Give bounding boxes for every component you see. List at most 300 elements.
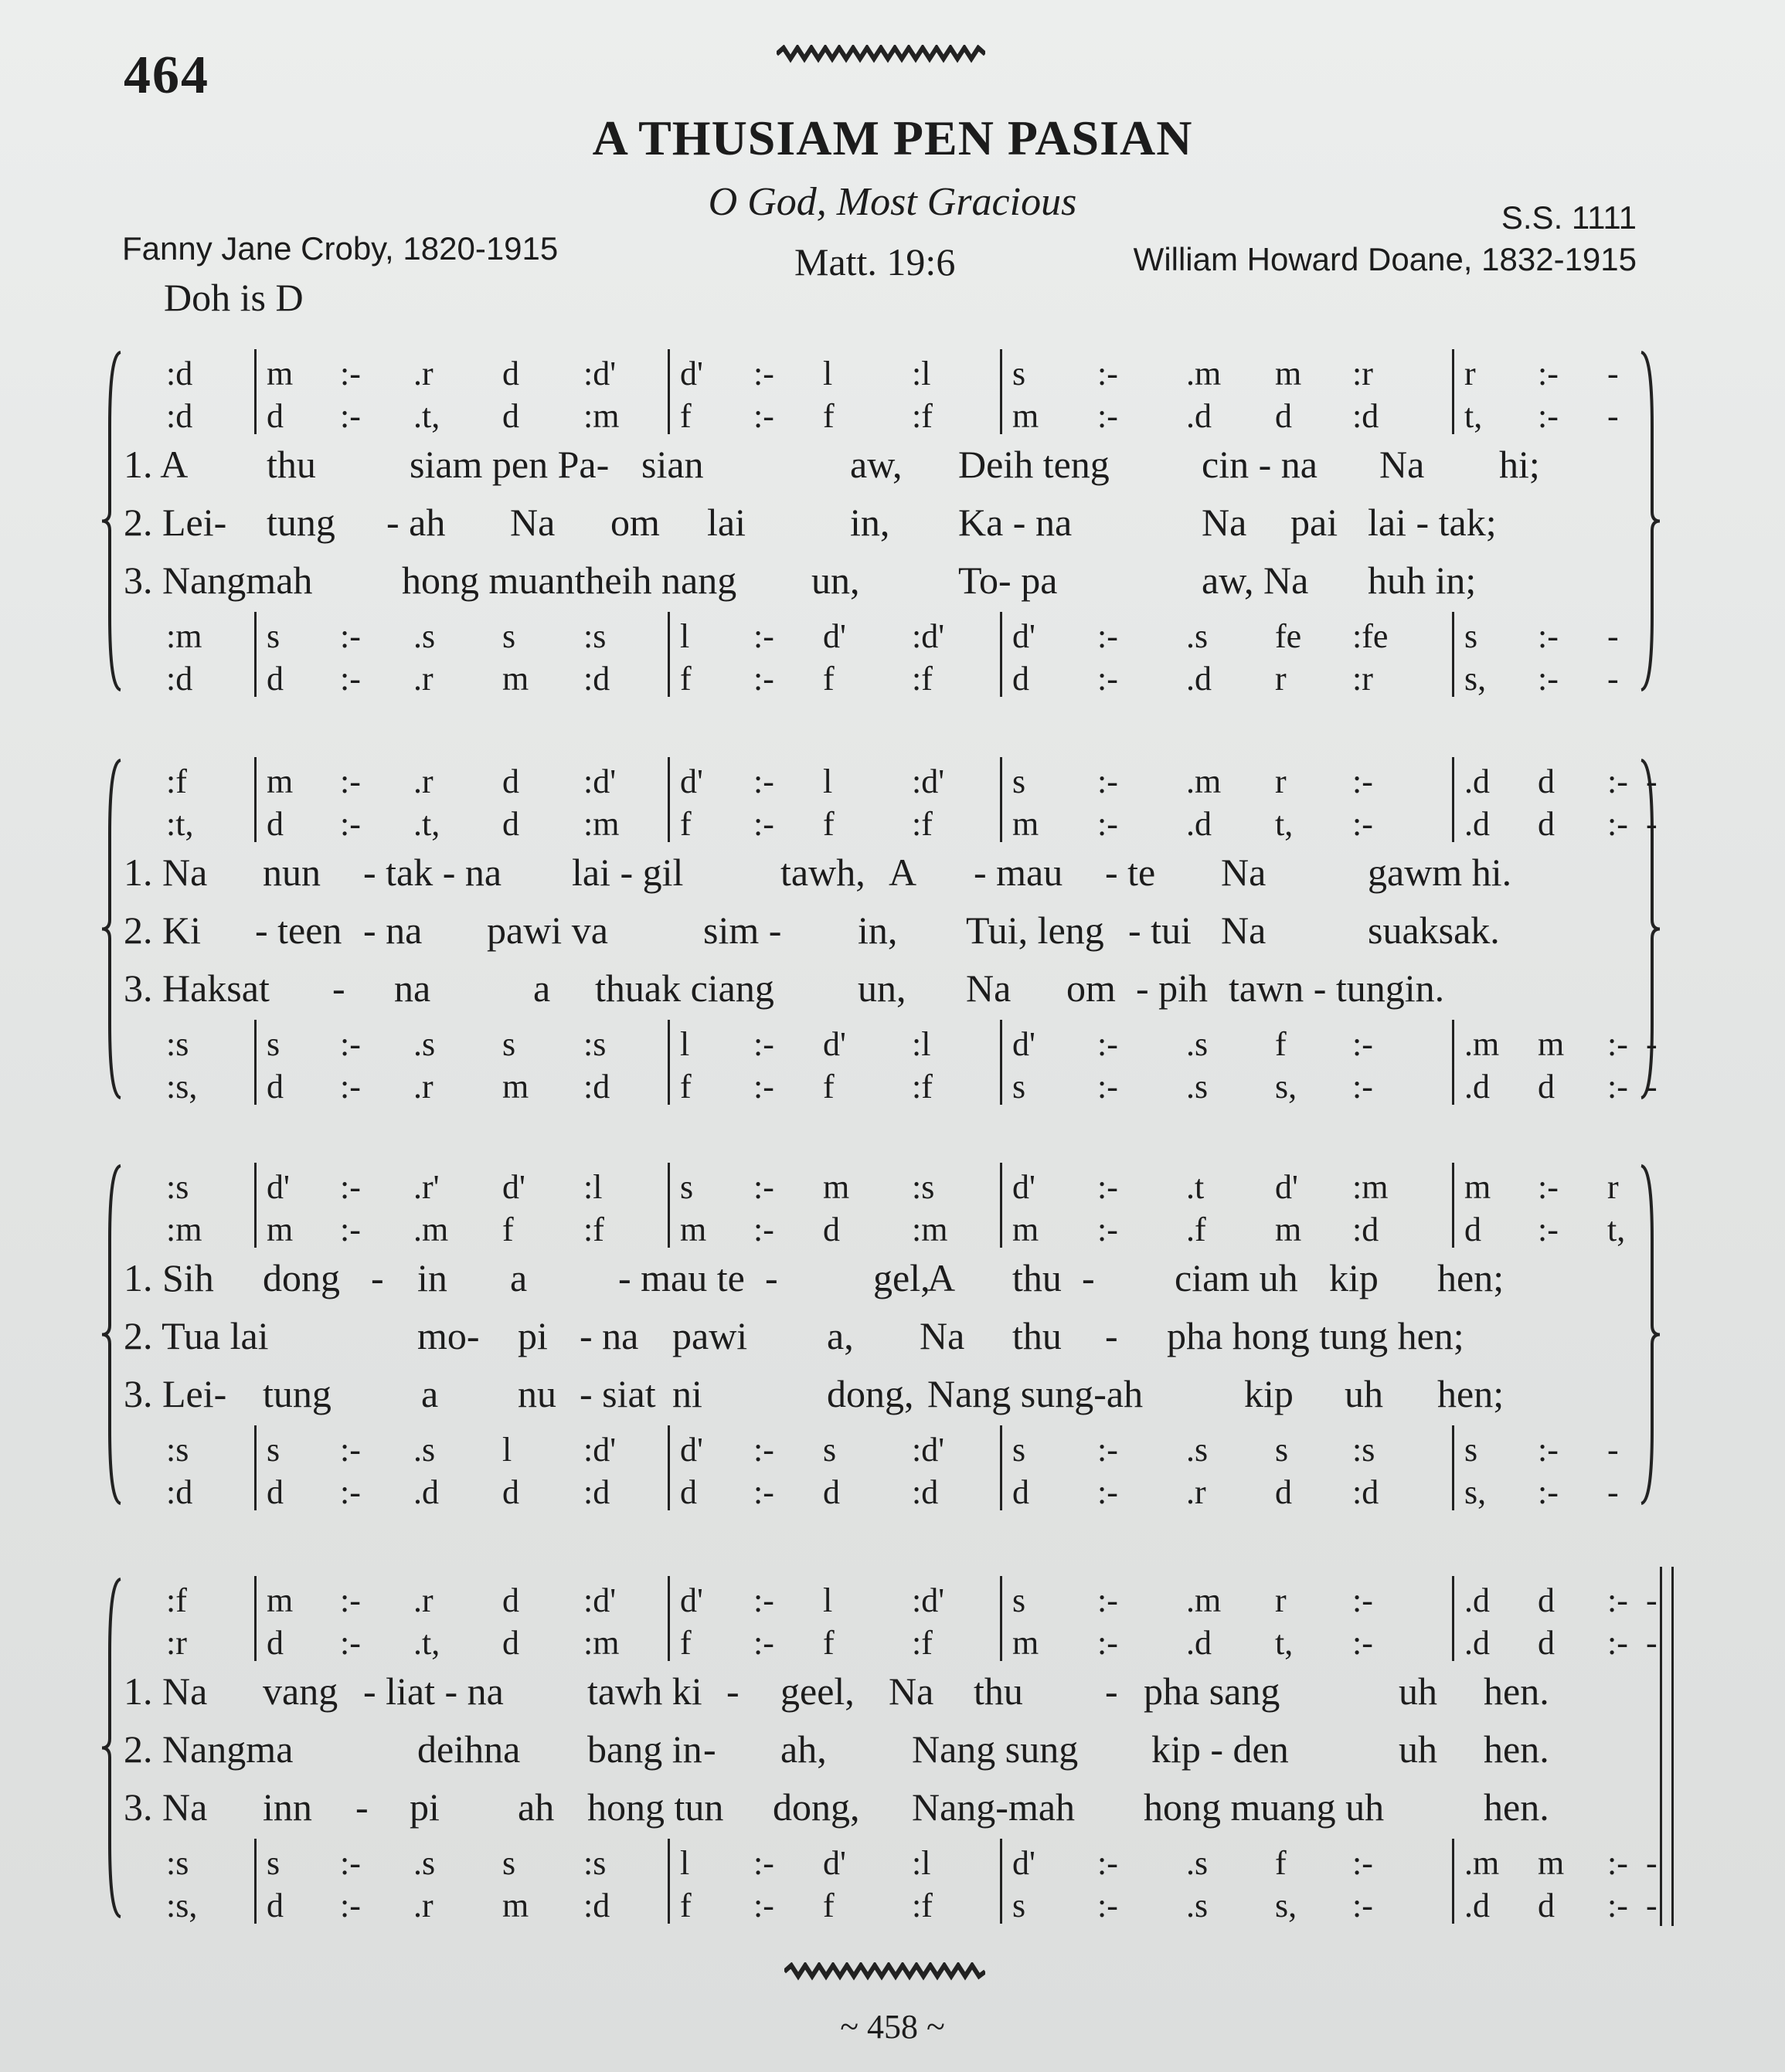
lyric-syllable: hen;	[1437, 1372, 1504, 1415]
lyric-syllable: thu	[974, 1669, 1023, 1713]
solfa-note: .m	[1464, 1025, 1500, 1063]
solfa-note: :-	[1097, 1473, 1118, 1511]
solfa-note: s	[1012, 1887, 1026, 1924]
lyric-syllable: 1. Na	[124, 851, 208, 894]
solfa-note: :l	[912, 1025, 931, 1063]
solfa-note: :-	[1352, 763, 1373, 800]
solfa-note: s	[1012, 1431, 1026, 1469]
solfa-note: d	[1012, 660, 1029, 698]
solfa-note: f	[1275, 1025, 1287, 1063]
left-brace	[100, 1576, 124, 1920]
bar-line	[668, 1576, 670, 1661]
solfa-note: s	[502, 1844, 516, 1882]
lyric-syllable: 2. Ki	[124, 909, 201, 952]
solfa-note: .m	[413, 1211, 449, 1248]
solfa-note: -	[1607, 397, 1619, 435]
solfa-note: d'	[823, 1025, 846, 1063]
solfa-note: :-	[340, 1887, 361, 1924]
lyric-syllable: a	[533, 966, 551, 1010]
lyric-syllable: ni	[672, 1372, 702, 1415]
solfa-note: :-	[753, 355, 774, 392]
lyric-syllable: A	[889, 851, 917, 894]
solfa-note: -	[1646, 805, 1658, 843]
solfa-note: :m	[1352, 1168, 1389, 1206]
lyric-syllable: gawm hi.	[1368, 851, 1512, 894]
solfa-note: s	[680, 1168, 694, 1206]
solfa-note: .s	[413, 1844, 436, 1882]
solfa-note: t,	[1275, 1624, 1294, 1662]
solfa-note: s	[1275, 1431, 1289, 1469]
solfa-note: d	[502, 1581, 519, 1619]
lyric-syllable: 2. Lei-	[124, 501, 227, 544]
solfa-note: r	[1464, 355, 1476, 392]
bar-line	[254, 349, 257, 434]
solfa-note: :-	[1097, 1887, 1118, 1924]
solfa-note: m	[267, 1211, 294, 1248]
solfa-note: .r	[413, 763, 434, 800]
solfa-note: m	[1012, 1624, 1039, 1662]
solfa-note: .f	[1186, 1211, 1206, 1248]
solfa-note: -	[1646, 1025, 1658, 1063]
solfa-note: :f	[166, 1581, 187, 1619]
solfa-note: :-	[1538, 355, 1559, 392]
bar-line	[1452, 757, 1454, 842]
solfa-note: f	[680, 1624, 692, 1662]
hymn-number: 464	[124, 46, 209, 105]
solfa-note: :s,	[166, 1887, 198, 1924]
solfa-note: :-	[1538, 1431, 1559, 1469]
lyric-syllable: cin - na	[1202, 443, 1318, 486]
solfa-note: s,	[1275, 1887, 1297, 1924]
lyric-syllable: -	[1105, 1314, 1118, 1357]
solfa-note: .s	[1186, 617, 1209, 655]
solfa-note: :-	[1352, 1025, 1373, 1063]
solfa-note: :-	[340, 1168, 361, 1206]
solfa-note: :d	[1352, 1473, 1379, 1511]
solfa-note: :-	[1607, 1581, 1628, 1619]
key-signature: Doh is D	[164, 276, 304, 319]
lyric-syllable: sim -	[703, 909, 782, 952]
solfa-note: m	[823, 1168, 850, 1206]
solfa-note: :-	[753, 1211, 774, 1248]
bar-line	[668, 1839, 670, 1924]
solfa-note: d'	[1012, 1025, 1035, 1063]
solfa-note: :-	[340, 763, 361, 800]
lyric-syllable: -	[765, 1256, 778, 1299]
solfa-note: d	[267, 660, 284, 698]
solfa-note: :-	[1352, 1887, 1373, 1924]
solfa-note: :-	[1097, 1624, 1118, 1662]
lyric-syllable: To- pa	[958, 559, 1058, 602]
solfa-note: .s	[1186, 1887, 1209, 1924]
ss-reference: S.S. 1111	[1501, 199, 1637, 236]
solfa-note: :d'	[583, 1581, 617, 1619]
bar-line	[254, 1425, 257, 1510]
top-ornament	[777, 45, 985, 63]
lyric-syllable: dong,	[827, 1372, 914, 1415]
solfa-note: :-	[340, 1624, 361, 1662]
solfa-note: :fe	[1352, 617, 1389, 655]
solfa-note: f	[680, 805, 692, 843]
solfa-note: :-	[340, 805, 361, 843]
lyric-syllable: pi	[410, 1785, 440, 1829]
lyric-syllable: 3. Lei-	[124, 1372, 227, 1415]
solfa-note: -	[1646, 1068, 1658, 1106]
page-number: ~ 458 ~	[840, 2008, 945, 2046]
solfa-note: :s	[166, 1025, 189, 1063]
lyric-syllable: - teen	[255, 909, 342, 952]
solfa-note: .t	[1186, 1168, 1205, 1206]
bar-line	[668, 612, 670, 697]
lyric-syllable: pawi va	[487, 909, 608, 952]
solfa-note: :-	[753, 1624, 774, 1662]
lyric-syllable: nu	[518, 1372, 556, 1415]
lyric-syllable: - na	[363, 909, 423, 952]
solfa-note: d	[1275, 397, 1292, 435]
solfa-note: :-	[340, 1068, 361, 1106]
hymn-title: A THUSIAM PEN PASIAN	[592, 110, 1193, 165]
lyric-syllable: a	[421, 1372, 439, 1415]
solfa-note: .d	[1464, 1581, 1490, 1619]
solfa-note: t,	[1275, 805, 1294, 843]
lyric-syllable: -	[1105, 1669, 1118, 1713]
lyric-syllable: 1. Na	[124, 1669, 208, 1713]
lyric-syllable: bang in	[587, 1727, 702, 1771]
solfa-note: .t,	[413, 1624, 440, 1662]
solfa-note: :r	[1352, 660, 1373, 698]
lyric-syllable: Nang sung	[912, 1727, 1079, 1771]
solfa-note: f	[680, 660, 692, 698]
solfa-note: :-	[1538, 617, 1559, 655]
solfa-note: .m	[1186, 1581, 1222, 1619]
lyric-syllable: hen.	[1484, 1785, 1549, 1829]
solfa-note: d'	[1012, 617, 1035, 655]
bar-line	[1000, 1020, 1002, 1105]
lyric-syllable: hen;	[1437, 1256, 1504, 1299]
lyric-syllable: Na	[1379, 443, 1425, 486]
bar-line	[254, 612, 257, 697]
lyric-syllable: -	[371, 1256, 384, 1299]
solfa-note: .s	[1186, 1068, 1209, 1106]
lyric-syllable: -	[726, 1669, 740, 1713]
solfa-note: t,	[1607, 1211, 1626, 1248]
solfa-note: m	[1538, 1844, 1565, 1882]
solfa-note: :-	[1097, 1025, 1118, 1063]
solfa-note: :s	[166, 1168, 189, 1206]
lyric-syllable: tawh ki	[587, 1669, 702, 1713]
lyric-syllable: - liat - na	[363, 1669, 504, 1713]
solfa-note: m	[267, 763, 294, 800]
solfa-note: d'	[680, 1581, 703, 1619]
lyric-syllable: aw, Na	[1202, 559, 1309, 602]
music-system-1	[100, 349, 1661, 698]
solfa-note: :f	[912, 805, 933, 843]
solfa-note: :l	[912, 355, 931, 392]
solfa-note: :d	[1352, 1211, 1379, 1248]
bar-line	[1000, 612, 1002, 697]
lyric-syllable: suaksak.	[1368, 909, 1500, 952]
bottom-ornament	[784, 1962, 985, 1981]
solfa-note: l	[680, 1025, 690, 1063]
solfa-note: :f	[912, 1887, 933, 1924]
solfa-note: .s	[413, 617, 436, 655]
solfa-note: :-	[1607, 1844, 1628, 1882]
lyric-syllable: Na	[1221, 909, 1266, 952]
solfa-note: .s	[1186, 1025, 1209, 1063]
solfa-note: :-	[340, 1025, 361, 1063]
solfa-note: l	[680, 617, 690, 655]
music-system-4	[100, 1576, 1661, 1924]
solfa-note: .r	[1186, 1473, 1206, 1511]
solfa-note: d	[502, 355, 519, 392]
solfa-note: r	[1607, 1168, 1619, 1206]
lyric-syllable: Na	[1221, 851, 1266, 894]
solfa-note: .s	[1186, 1431, 1209, 1469]
hymn-subtitle: O God, Most Gracious	[708, 180, 1077, 224]
solfa-note: :-	[1538, 397, 1559, 435]
solfa-note: s	[1012, 763, 1026, 800]
lyric-syllable: un,	[858, 966, 906, 1010]
lyric-syllable: A	[927, 1256, 956, 1299]
solfa-note: :-	[753, 805, 774, 843]
solfa-note: m	[1012, 397, 1039, 435]
solfa-note: s	[502, 617, 516, 655]
solfa-note: .m	[1464, 1844, 1500, 1882]
lyric-syllable: - mau	[974, 851, 1063, 894]
solfa-note: m	[1012, 805, 1039, 843]
solfa-note: :-	[753, 1887, 774, 1924]
solfa-note: -	[1607, 660, 1619, 698]
lyric-syllable: ah,	[780, 1727, 827, 1771]
lyric-syllable: a,	[827, 1314, 854, 1357]
solfa-note: .d	[1186, 397, 1212, 435]
solfa-note: d	[502, 763, 519, 800]
solfa-note: f	[823, 397, 835, 435]
solfa-note: r	[1275, 1581, 1287, 1619]
solfa-note: r	[1275, 660, 1287, 698]
solfa-note: :s	[912, 1168, 935, 1206]
solfa-note: :m	[912, 1211, 948, 1248]
solfa-note: r	[1275, 763, 1287, 800]
solfa-note: .r	[413, 1068, 434, 1106]
lyric-syllable: ah	[518, 1785, 555, 1829]
solfa-note: s	[1464, 1431, 1478, 1469]
solfa-note: t,	[1464, 397, 1483, 435]
solfa-note: :-	[1097, 1581, 1118, 1619]
solfa-note: d'	[502, 1168, 525, 1206]
lyric-syllable: -	[1082, 1256, 1095, 1299]
lyric-syllable: kip	[1244, 1372, 1294, 1415]
bar-line	[1452, 1576, 1454, 1661]
bar-line	[1000, 1576, 1002, 1661]
scripture-reference: Matt. 19:6	[794, 240, 956, 284]
solfa-note: m	[1275, 355, 1302, 392]
solfa-note: :m	[166, 1211, 202, 1248]
solfa-note: :t,	[166, 805, 194, 843]
lyric-syllable: siam pen Pa-	[410, 443, 610, 486]
solfa-note: l	[823, 355, 833, 392]
solfa-note: :-	[1607, 1025, 1628, 1063]
solfa-note: .d	[1464, 805, 1490, 843]
bar-line	[1452, 612, 1454, 697]
solfa-note: .r	[413, 1887, 434, 1924]
solfa-note: :s,	[166, 1068, 198, 1106]
solfa-note: .s	[413, 1025, 436, 1063]
solfa-note: :f	[166, 763, 187, 800]
solfa-note: s,	[1464, 1473, 1487, 1511]
solfa-note: f	[1275, 1844, 1287, 1882]
solfa-note: f	[823, 1068, 835, 1106]
solfa-note: :d	[1352, 397, 1379, 435]
bar-line	[668, 1020, 670, 1105]
bar-line	[668, 349, 670, 434]
solfa-note: :r	[166, 1624, 187, 1662]
solfa-note: -	[1646, 1887, 1658, 1924]
solfa-note: :-	[1097, 1168, 1118, 1206]
lyric-syllable: uh	[1399, 1727, 1437, 1771]
solfa-note: -	[1607, 617, 1619, 655]
solfa-note: :-	[753, 1431, 774, 1469]
solfa-note: f	[823, 1887, 835, 1924]
solfa-note: :-	[1097, 660, 1118, 698]
bar-line	[254, 1839, 257, 1924]
solfa-note: d'	[1012, 1168, 1035, 1206]
lyric-syllable: -	[332, 966, 345, 1010]
solfa-note: d'	[680, 355, 703, 392]
bar-line	[1452, 1020, 1454, 1105]
lyric-syllable: lai - tak;	[1368, 501, 1497, 544]
solfa-note: s	[1012, 355, 1026, 392]
lyric-syllable: thu	[1012, 1256, 1062, 1299]
solfa-note: :s	[1352, 1431, 1375, 1469]
lyric-syllable: - na	[580, 1314, 639, 1357]
solfa-note: l	[680, 1844, 690, 1882]
solfa-note: :-	[753, 1844, 774, 1882]
solfa-note: :-	[1607, 763, 1628, 800]
bar-line	[1000, 1839, 1002, 1924]
solfa-note: :-	[1352, 1624, 1373, 1662]
left-brace	[100, 757, 124, 1101]
solfa-note: :-	[340, 1581, 361, 1619]
solfa-note: :d	[583, 660, 610, 698]
solfa-note: d	[1275, 1473, 1292, 1511]
solfa-note: :-	[1097, 1068, 1118, 1106]
lyric-syllable: inn	[263, 1785, 312, 1829]
solfa-note: :-	[1352, 1581, 1373, 1619]
lyric-syllable: mo-	[417, 1314, 480, 1357]
solfa-note: d	[1012, 1473, 1029, 1511]
solfa-note: :-	[753, 763, 774, 800]
solfa-note: :-	[1607, 805, 1628, 843]
lyric-syllable: - pih	[1136, 966, 1209, 1010]
solfa-note: :d'	[583, 355, 617, 392]
bar-line	[1452, 1425, 1454, 1510]
solfa-note: :-	[753, 1581, 774, 1619]
solfa-note: m	[267, 1581, 294, 1619]
solfa-note: :s	[583, 1844, 607, 1882]
lyric-syllable: 3. Nangmah	[124, 559, 313, 602]
solfa-note: fe	[1275, 617, 1302, 655]
solfa-note: :l	[912, 1844, 931, 1882]
solfa-note: :l	[583, 1168, 603, 1206]
solfa-note: f	[502, 1211, 514, 1248]
final-double-bar	[1660, 1567, 1674, 1926]
solfa-note: :-	[1538, 660, 1559, 698]
solfa-note: :-	[1097, 617, 1118, 655]
solfa-note: d'	[823, 1844, 846, 1882]
solfa-note: d	[502, 1624, 519, 1662]
solfa-note: -	[1607, 355, 1619, 392]
lyric-syllable: - tui	[1128, 909, 1192, 952]
solfa-note: d'	[267, 1168, 290, 1206]
solfa-note: .m	[1186, 763, 1222, 800]
lyric-syllable: hong tun	[587, 1785, 724, 1829]
lyric-syllable: Tui, leng	[966, 909, 1104, 952]
solfa-note: :m	[166, 617, 202, 655]
lyric-syllable: tawn - tungin.	[1229, 966, 1445, 1010]
lyric-syllable: un,	[811, 559, 860, 602]
solfa-note: l	[823, 1581, 833, 1619]
lyric-syllable: dong,	[773, 1785, 860, 1829]
solfa-note: :-	[1607, 1887, 1628, 1924]
lyric-syllable: uh	[1399, 1669, 1437, 1713]
solfa-note: d'	[680, 763, 703, 800]
lyric-syllable: - ah	[386, 501, 446, 544]
bar-line	[254, 1576, 257, 1661]
solfa-note: .r'	[413, 1168, 440, 1206]
lyric-syllable: - tak - na	[363, 851, 502, 894]
lyric-syllable: geel,	[780, 1669, 855, 1713]
solfa-note: .s	[1186, 1844, 1209, 1882]
bar-line	[668, 1163, 670, 1248]
solfa-note: s,	[1275, 1068, 1297, 1106]
solfa-note: m	[502, 660, 529, 698]
solfa-note: :-	[340, 1211, 361, 1248]
bar-line	[1452, 349, 1454, 434]
solfa-note: s	[823, 1431, 837, 1469]
solfa-note: d'	[680, 1431, 703, 1469]
solfa-note: :-	[1352, 805, 1373, 843]
solfa-note: -	[1646, 763, 1658, 800]
solfa-note: d	[502, 397, 519, 435]
solfa-note: .s	[413, 1431, 436, 1469]
bar-line	[1000, 349, 1002, 434]
lyric-syllable: gel,	[873, 1256, 930, 1299]
solfa-note: :-	[753, 617, 774, 655]
lyric-syllable: pawi	[672, 1314, 748, 1357]
solfa-note: -	[1646, 1844, 1658, 1882]
solfa-note: l	[823, 763, 833, 800]
lyric-syllable: thu	[1012, 1314, 1062, 1357]
solfa-note: :f	[912, 397, 933, 435]
lyric-syllable: lai - gil	[572, 851, 684, 894]
lyric-syllable: om	[1066, 966, 1116, 1010]
solfa-note: :-	[1097, 1431, 1118, 1469]
lyric-syllable: Na	[510, 501, 556, 544]
bar-line	[1000, 1163, 1002, 1248]
solfa-note: d	[1538, 1068, 1555, 1106]
bar-line	[668, 1425, 670, 1510]
solfa-note: d	[267, 1624, 284, 1662]
solfa-note: :-	[340, 355, 361, 392]
solfa-note: :d'	[912, 1431, 945, 1469]
solfa-note: :d'	[912, 763, 945, 800]
solfa-note: .d	[1464, 1887, 1490, 1924]
solfa-note: :-	[340, 1473, 361, 1511]
lyric-syllable: deihna	[417, 1727, 521, 1771]
lyric-syllable: hong muantheih nang	[402, 559, 737, 602]
solfa-note: :d	[166, 1473, 193, 1511]
